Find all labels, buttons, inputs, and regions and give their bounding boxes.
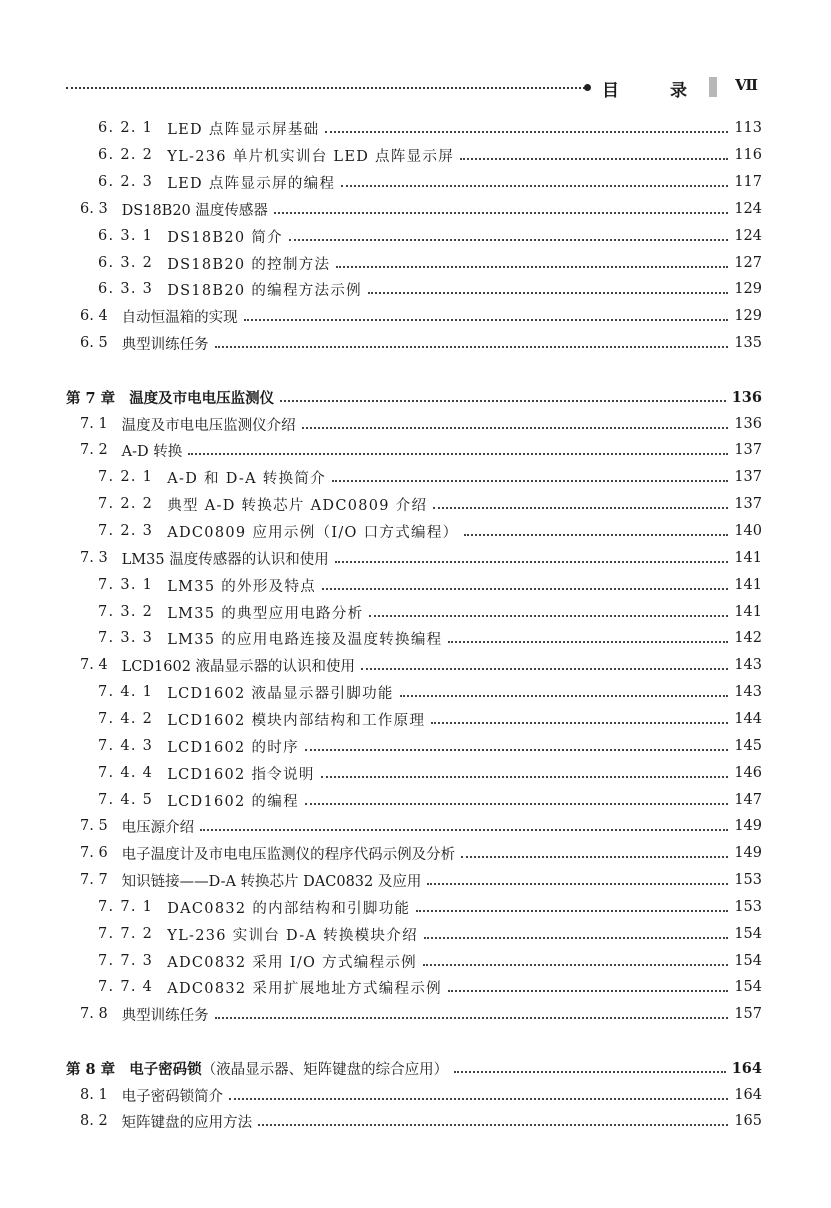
toc-leader (361, 667, 728, 670)
toc-page: 157 (734, 1006, 762, 1022)
toc-leader (322, 587, 728, 590)
toc-number: 7. 3. 1 (98, 577, 154, 593)
toc-entry[interactable] (66, 437, 762, 463)
toc-title-note: （液晶显示器、矩阵键盘的综合应用） (201, 1061, 449, 1078)
toc-entry[interactable] (66, 115, 762, 141)
toc-leader (369, 614, 728, 617)
toc-page: 145 (734, 738, 762, 754)
toc-page: 142 (734, 630, 762, 646)
toc-leader (332, 479, 728, 482)
toc-title: DS18B20 的控制方法 (167, 256, 331, 273)
toc-title: 温度及市电电压监测仪 (129, 389, 275, 407)
page-header (66, 76, 761, 100)
toc-entry[interactable] (66, 223, 762, 249)
toc-number: 7. 7. 2 (98, 926, 154, 942)
toc-title: DS18B20 简介 (167, 229, 283, 246)
toc-title: 典型训练任务 (121, 1007, 209, 1024)
toc-number: 6. 5 (80, 335, 108, 351)
toc-page: 113 (734, 120, 762, 136)
toc-entry[interactable] (66, 276, 762, 302)
toc-entry[interactable] (66, 948, 762, 974)
toc-number: 6. 3. 3 (98, 281, 154, 297)
toc-title: DAC0832 的内部结构和引脚功能 (167, 900, 411, 917)
toc-leader (289, 238, 728, 241)
toc-entry[interactable] (66, 572, 762, 598)
toc-title: A-D 和 D-A 转换简介 (167, 470, 327, 487)
toc-title: 矩阵键盘的应用方法 (121, 1114, 253, 1131)
toc-page: 124 (734, 201, 762, 217)
toc-entry[interactable] (66, 250, 762, 276)
toc-page: 154 (734, 926, 762, 942)
toc-leader (215, 345, 729, 348)
toc-entry[interactable] (66, 679, 762, 705)
toc-title: ADC0809 应用示例（I/O 口方式编程） (167, 524, 459, 541)
toc-number: 7. 7. 1 (98, 899, 154, 915)
toc-title: DS18B20 温度传感器 (121, 202, 268, 219)
toc-entry[interactable] (66, 840, 762, 866)
header-dotted-rule (66, 87, 585, 89)
toc-number: 7. 4. 1 (98, 684, 154, 700)
toc-leader (258, 1123, 728, 1126)
toc-number: 7. 1 (80, 416, 108, 432)
toc-entry[interactable] (66, 491, 762, 517)
toc-entry[interactable] (66, 1001, 762, 1027)
toc-entry[interactable] (66, 733, 762, 759)
toc-entry[interactable] (66, 974, 762, 1000)
toc-entry[interactable] (66, 1082, 762, 1108)
toc-leader (280, 399, 726, 402)
toc-page: 164 (734, 1087, 762, 1103)
toc-page: 137 (734, 469, 762, 485)
toc-entry[interactable] (66, 330, 762, 356)
toc-title: A-D 转换 (121, 443, 183, 460)
toc-leader (325, 130, 728, 133)
toc-page: 164 (731, 1059, 762, 1077)
toc-leader (302, 426, 729, 429)
toc-entry[interactable] (66, 706, 762, 732)
toc-title: LCD1602 的编程 (167, 793, 299, 810)
toc-page: 143 (734, 657, 762, 673)
toc-page: 127 (734, 255, 762, 271)
toc-number: 6. 2. 2 (98, 147, 154, 163)
toc-page: 141 (734, 550, 762, 566)
header-title-char-1: 目 (602, 81, 619, 101)
toc-page: 116 (734, 147, 762, 163)
toc-title: LCD1602 的时序 (167, 739, 299, 756)
toc-chapter[interactable] (66, 1055, 762, 1081)
toc-title: YL-236 实训台 D-A 转换模块介绍 (167, 927, 418, 944)
toc-entry[interactable] (66, 867, 762, 893)
toc-page: 136 (731, 388, 762, 406)
toc-title: LCD1602 液晶显示器引脚功能 (167, 685, 394, 702)
toc-number: 7. 4. 2 (98, 711, 154, 727)
toc-leader (424, 936, 728, 939)
toc-title: 温度及市电电压监测仪介绍 (121, 417, 296, 434)
toc-number: 6. 3 (80, 201, 108, 217)
toc-number: 7. 6 (80, 845, 108, 861)
toc-title: LCD1602 指令说明 (167, 766, 315, 783)
toc-number: 7. 3. 2 (98, 604, 154, 620)
toc-entry[interactable] (66, 787, 762, 813)
toc-leader (433, 506, 728, 509)
toc-number: 6. 3. 1 (98, 228, 154, 244)
toc-page: 129 (734, 308, 762, 324)
header-gray-bar (709, 77, 717, 97)
toc-title: 自动恒温箱的实现 (121, 309, 238, 326)
toc-leader (215, 1016, 729, 1019)
header-bullet (584, 84, 591, 91)
toc-title: 典型训练任务 (121, 336, 209, 353)
toc-entry[interactable] (66, 652, 762, 678)
toc-leader (460, 157, 728, 160)
toc-page: 149 (734, 818, 762, 834)
toc-page: 135 (734, 335, 762, 351)
toc-title: LCD1602 模块内部结构和工作原理 (167, 712, 426, 729)
toc-entry[interactable] (66, 169, 762, 195)
toc-title: 电子温度计及市电电压监测仪的程序代码示例及分析 (121, 846, 456, 863)
toc-page: 136 (734, 416, 762, 432)
toc-number: 8. 2 (80, 1113, 108, 1129)
toc-number: 第 7 章 (66, 389, 116, 407)
toc-entry[interactable] (66, 303, 762, 329)
toc-number: 7. 3. 3 (98, 630, 154, 646)
header-page-number: Ⅶ (735, 76, 757, 94)
toc-number: 6. 4 (80, 308, 108, 324)
toc-leader (454, 1070, 726, 1073)
toc-number: 7. 5 (80, 818, 108, 834)
toc-leader (305, 802, 728, 805)
toc-entry[interactable] (66, 142, 762, 168)
toc-leader (464, 533, 728, 536)
toc-page: 117 (734, 174, 762, 190)
toc-title: YL-236 单片机实训台 LED 点阵显示屏 (167, 148, 455, 165)
toc-leader (335, 560, 729, 563)
toc-number: 6. 2. 1 (98, 120, 154, 136)
toc-leader (416, 909, 728, 912)
toc-entry[interactable] (66, 625, 762, 651)
toc-page: 129 (734, 281, 762, 297)
toc-page: 141 (734, 604, 762, 620)
toc-entry[interactable] (66, 894, 762, 920)
toc-title: DS18B20 的编程方法示例 (167, 282, 362, 299)
toc-leader (188, 452, 728, 455)
toc-page: 137 (734, 496, 762, 512)
toc-page: 140 (734, 523, 762, 539)
toc-leader (448, 989, 728, 992)
toc-number: 7. 7. 4 (98, 979, 154, 995)
toc-title: LM35 的典型应用电路分析 (167, 605, 364, 622)
toc-number: 7. 2. 3 (98, 523, 154, 539)
toc-entry[interactable] (66, 464, 762, 490)
toc-page: 141 (734, 577, 762, 593)
toc-chapter[interactable] (66, 384, 762, 410)
toc-number: 8. 1 (80, 1087, 108, 1103)
toc-leader (200, 828, 728, 831)
toc-title: 电子密码锁简介 (121, 1088, 224, 1105)
toc-entry[interactable] (66, 813, 762, 839)
toc-entry[interactable] (66, 518, 762, 544)
toc-leader (229, 1097, 728, 1100)
toc-number: 7. 4. 4 (98, 765, 154, 781)
toc-page: 147 (734, 792, 762, 808)
toc-title: 典型 A-D 转换芯片 ADC0809 介绍 (167, 497, 428, 514)
toc-page: 124 (734, 228, 762, 244)
toc-number: 7. 2. 1 (98, 469, 154, 485)
toc-page: 165 (734, 1113, 762, 1129)
toc-leader (336, 265, 728, 268)
toc-page: 143 (734, 684, 762, 700)
toc-title: LCD1602 液晶显示器的认识和使用 (121, 658, 356, 675)
toc-entry[interactable] (66, 599, 762, 625)
toc-entry[interactable] (66, 545, 762, 571)
toc-title: 知识链接——D-A 转换芯片 DAC0832 及应用 (121, 873, 422, 890)
toc-title: LM35 的应用电路连接及温度转换编程 (167, 631, 443, 648)
toc-number: 6. 3. 2 (98, 255, 154, 271)
toc-number: 7. 4. 5 (98, 792, 154, 808)
toc-page: 149 (734, 845, 762, 861)
toc-leader (305, 748, 728, 751)
toc-title: LM35 温度传感器的认识和使用 (121, 551, 329, 568)
toc-leader (368, 291, 728, 294)
toc-leader (341, 184, 728, 187)
toc-page: 146 (734, 765, 762, 781)
toc-title: LED 点阵显示屏基础 (167, 121, 320, 138)
toc-page: 153 (734, 872, 762, 888)
toc-leader (274, 211, 728, 214)
toc-title: LED 点阵显示屏的编程 (167, 175, 336, 192)
toc-number: 7. 8 (80, 1006, 108, 1022)
toc-title: ADC0832 采用 I/O 方式编程示例 (167, 954, 417, 971)
toc-number: 7. 7. 3 (98, 953, 154, 969)
toc-leader (431, 721, 728, 724)
toc-entry[interactable] (66, 921, 762, 947)
toc-entry[interactable] (66, 411, 762, 437)
toc-number: 7. 2 (80, 442, 108, 458)
toc-number: 7. 3 (80, 550, 108, 566)
toc-entry[interactable] (66, 196, 762, 222)
toc-page: 137 (734, 442, 762, 458)
toc-leader (427, 882, 728, 885)
toc-leader (448, 640, 728, 643)
toc-title: 电压源介绍 (121, 819, 195, 836)
toc-leader (244, 318, 729, 321)
toc-entry[interactable] (66, 760, 762, 786)
toc-number: 7. 4 (80, 657, 108, 673)
toc-number: 第 8 章 (66, 1060, 116, 1078)
toc-number: 7. 7 (80, 872, 108, 888)
header-title-char-2: 录 (670, 81, 687, 101)
toc-number: 7. 2. 2 (98, 496, 154, 512)
toc-title: 电子密码锁 (129, 1060, 202, 1078)
toc-leader (400, 694, 729, 697)
toc-page: 154 (734, 979, 762, 995)
toc-number: 6. 2. 3 (98, 174, 154, 190)
toc-page: 154 (734, 953, 762, 969)
toc-leader (423, 963, 728, 966)
toc-page: 144 (734, 711, 762, 727)
toc-leader (461, 855, 728, 858)
toc-page: 153 (734, 899, 762, 915)
toc-number: 7. 4. 3 (98, 738, 154, 754)
toc-title: LM35 的外形及特点 (167, 578, 317, 595)
toc-title: ADC0832 采用扩展地址方式编程示例 (167, 980, 442, 997)
toc-leader (321, 775, 729, 778)
toc-entry[interactable] (66, 1108, 762, 1134)
